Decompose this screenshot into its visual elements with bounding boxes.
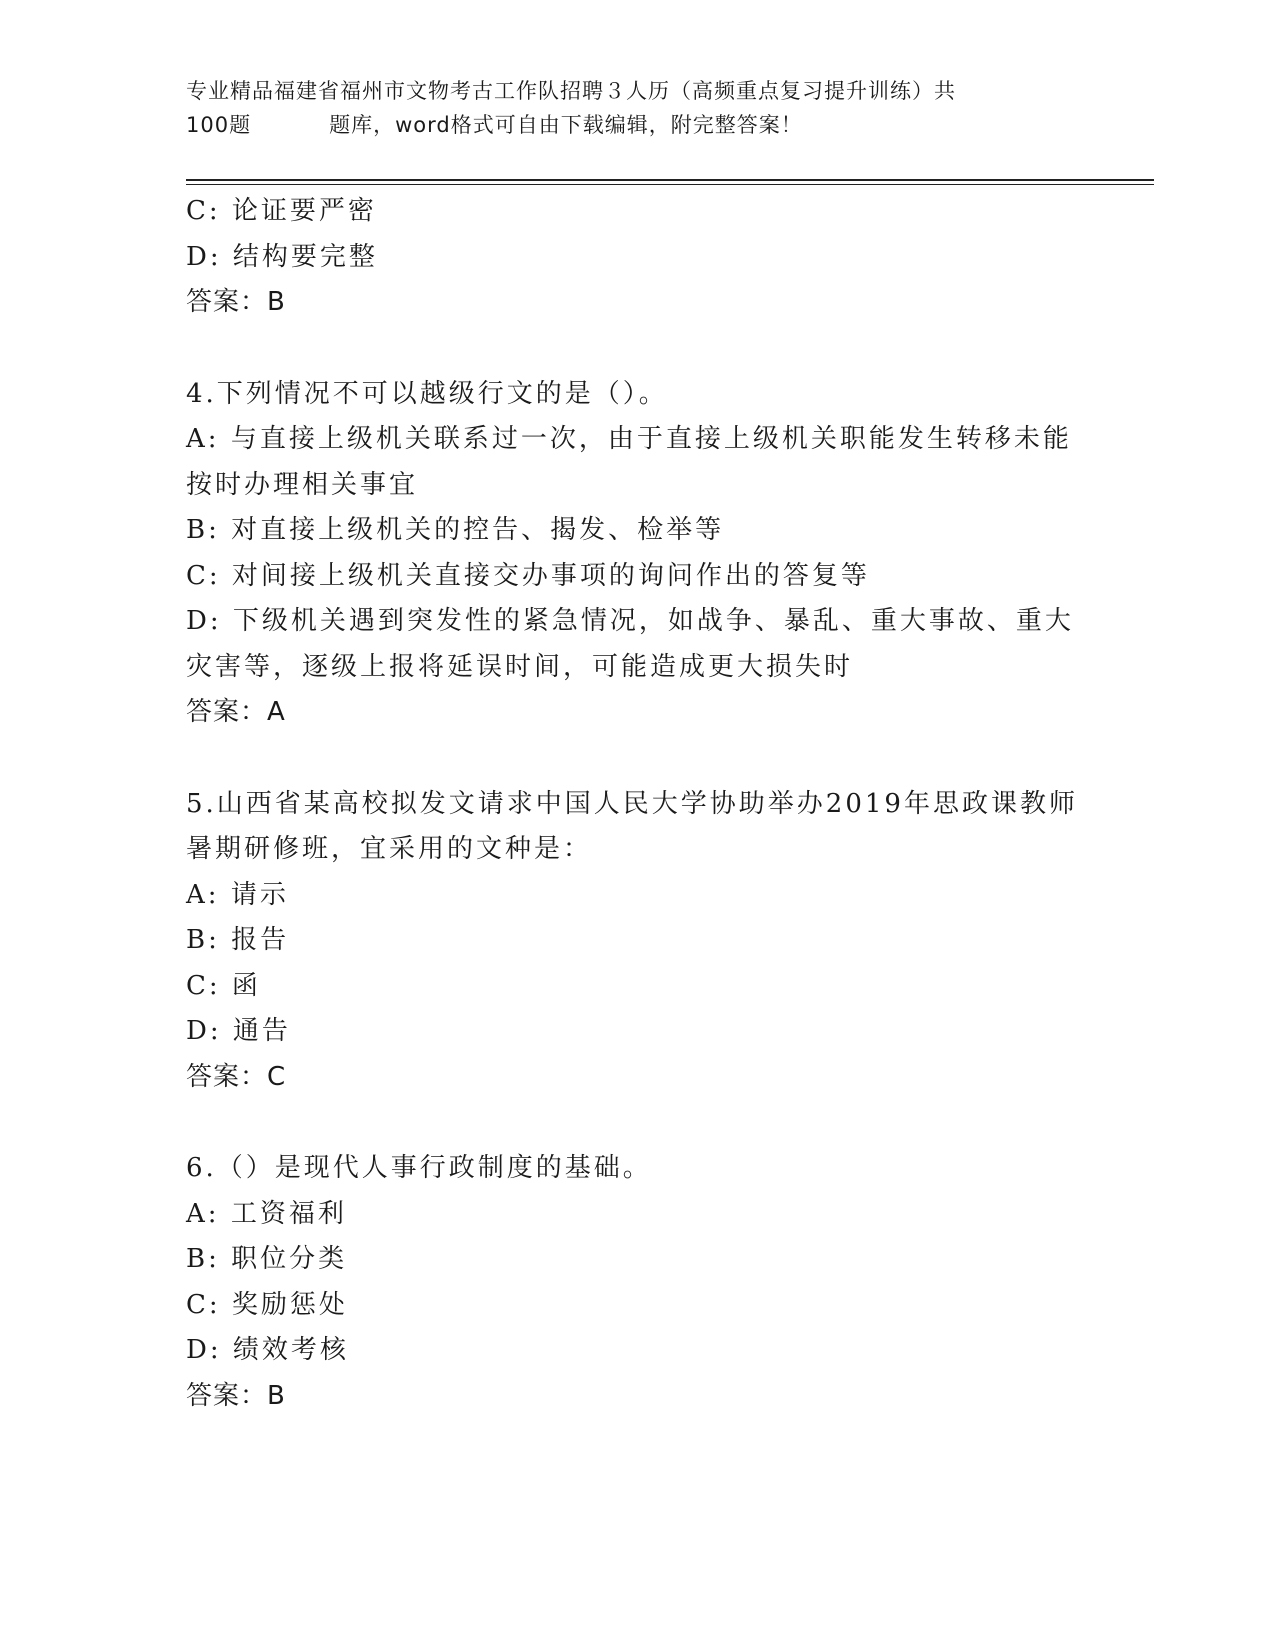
header-description: 题库，word格式可自由下载编辑，附完整答案！	[329, 113, 803, 137]
option-b: B: 职位分类	[186, 1244, 348, 1274]
question-stem: 4.下列情况不可以越级行文的是（）。	[186, 378, 668, 409]
header-line-1: 专业精品福建省福州市文物考古工作队招聘３人历（高频重点复习提升训练）共	[186, 79, 956, 103]
question-3-tail	[186, 189, 1086, 326]
option-a-continued: 按时办理相关事宜	[186, 469, 419, 500]
header-question-count: 100题	[186, 113, 252, 137]
option-d: D: 下级机关遇到突发性的紧急情况，如战争、暴乱、重大事故、重大	[186, 606, 1074, 636]
header-line-2	[186, 108, 1086, 142]
header-rule-thick	[186, 179, 1154, 181]
question-5	[186, 782, 1086, 1101]
answer-line: 答案：B	[186, 287, 286, 317]
option-c: C: 论证要严密	[186, 196, 377, 226]
answer-line: 答案：C	[186, 1061, 287, 1092]
option-d: D: 通告	[186, 1016, 291, 1046]
option-b: B: 报告	[186, 925, 290, 955]
answer-line: 答案：A	[186, 697, 286, 727]
option-d-continued: 灾害等，逐级上报将延误时间，可能造成更大损失时	[186, 651, 854, 682]
option-d: D: 结构要完整	[186, 241, 378, 272]
question-stem: 5.山西省某高校拟发文请求中国人民大学协助举办2019年思政课教师	[186, 788, 1078, 819]
option-a: A: 请示	[186, 879, 289, 910]
option-c: C: 函	[186, 970, 261, 1001]
document-header	[186, 74, 1086, 142]
question-4	[186, 372, 1086, 736]
option-a: A: 与直接上级机关联系过一次，由于直接上级机关职能发生转移未能	[186, 424, 1072, 454]
option-c: C: 奖励惩处	[186, 1289, 348, 1320]
option-c: C: 对间接上级机关直接交办事项的询问作出的答复等	[186, 560, 870, 591]
answer-line: 答案：B	[186, 1380, 286, 1411]
option-a: A: 工资福利	[186, 1198, 347, 1229]
question-stem: 6.（）是现代人事行政制度的基础。	[186, 1153, 652, 1183]
question-6	[186, 1146, 1086, 1419]
question-stem-continued: 暑期研修班，宜采用的文种是：	[186, 834, 593, 864]
option-b: B: 对直接上级机关的控告、揭发、检举等	[186, 515, 725, 545]
header-rule-thin	[186, 184, 1154, 185]
question-list	[186, 189, 1086, 1419]
option-d: D: 绩效考核	[186, 1335, 349, 1365]
